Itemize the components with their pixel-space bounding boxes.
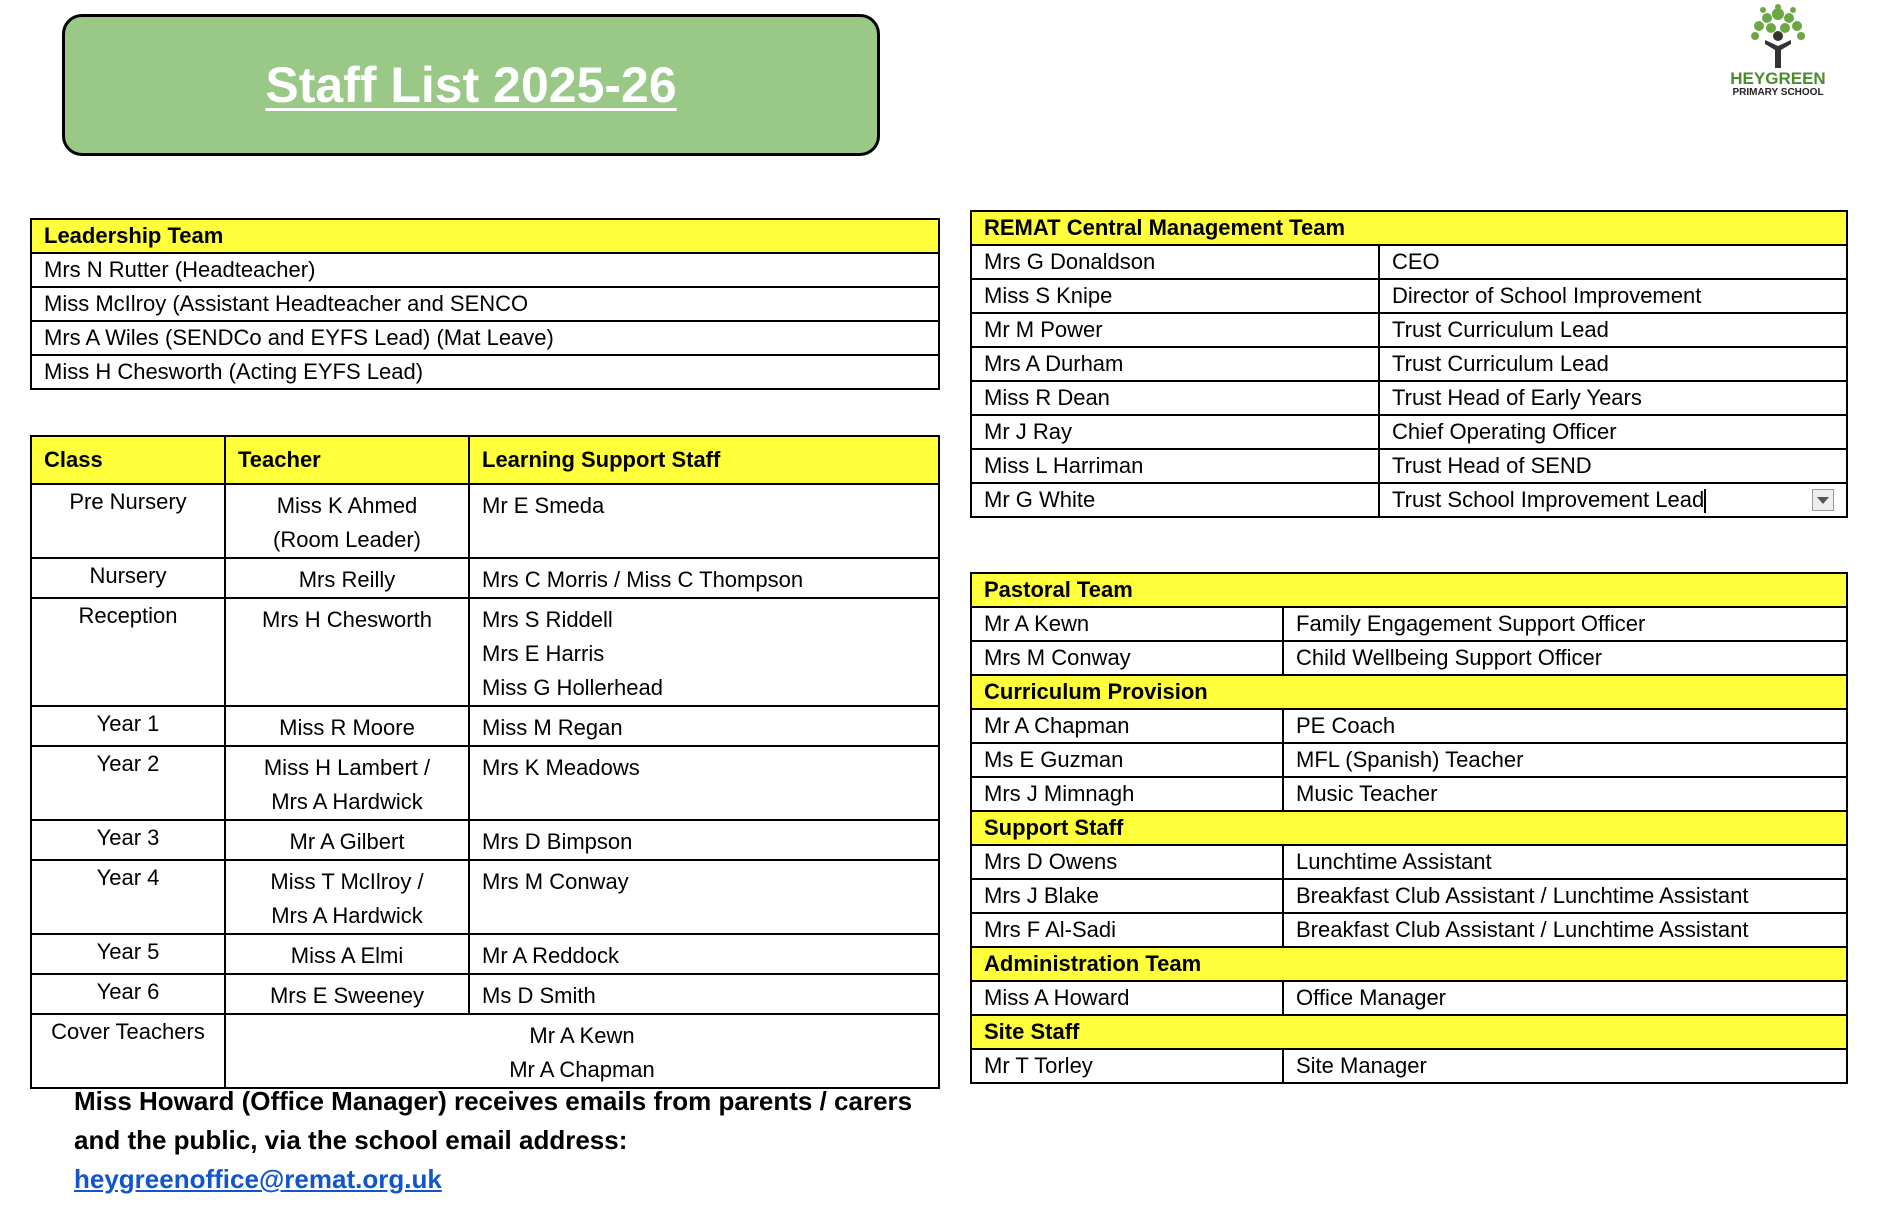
staff-name: Miss L Harriman <box>971 449 1379 483</box>
cover-teachers-names <box>225 1014 939 1088</box>
class-column-header: Class <box>31 436 225 484</box>
teacher-name: Mr A Gilbert <box>289 829 405 854</box>
staff-name: Ms E Guzman <box>971 743 1283 777</box>
teacher-name: Mrs H Chesworth <box>262 607 432 632</box>
support-cell <box>469 746 939 820</box>
staff-role <box>1379 313 1847 347</box>
class-name: Year 3 <box>31 820 225 860</box>
team-row <box>971 1049 1847 1083</box>
support-name: Miss G Hollerhead <box>482 675 663 700</box>
teacher-name: Mrs Reilly <box>298 567 396 592</box>
support-name: Miss M Regan <box>482 715 623 740</box>
teacher-name: (Room Leader) <box>273 527 421 552</box>
staff-name: Miss S Knipe <box>971 279 1379 313</box>
email-note <box>74 1082 934 1199</box>
school-logo <box>1718 4 1838 108</box>
team-header: Support Staff <box>971 811 1847 845</box>
leadership-row: Miss H Chesworth (Acting EYFS Lead) <box>31 355 939 389</box>
staff-name: Mrs F Al-Sadi <box>971 913 1283 947</box>
support-name: Mrs C Morris / Miss C Thompson <box>482 567 804 592</box>
class-name: Year 2 <box>31 746 225 820</box>
staff-role: Breakfast Club Assistant / Lunchtime Assistant <box>1283 879 1847 913</box>
teacher-name: Mrs A Hardwick <box>271 789 423 814</box>
staff-role-text: Trust Head of Early Years <box>1392 385 1642 410</box>
teacher-cell <box>225 974 469 1014</box>
staff-role <box>1379 483 1847 517</box>
leadership-row: Miss McIlroy (Assistant Headteacher and SENCO <box>31 287 939 321</box>
class-name: Reception <box>31 598 225 706</box>
remat-row <box>971 483 1847 517</box>
staff-role-text: Trust School Improvement Lead <box>1392 486 1705 512</box>
class-name: Nursery <box>31 558 225 598</box>
teacher-name: Miss R Moore <box>279 715 415 740</box>
leadership-table <box>30 218 940 390</box>
staff-role: Music Teacher <box>1283 777 1847 811</box>
teacher-cell <box>225 598 469 706</box>
cover-teacher: Mr A Kewn <box>529 1023 635 1048</box>
remat-row <box>971 279 1847 313</box>
staff-role: Lunchtime Assistant <box>1283 845 1847 879</box>
support-name: Mr E Smeda <box>482 493 605 518</box>
class-name: Year 6 <box>31 974 225 1014</box>
remat-header: REMAT Central Management Team <box>971 211 1847 245</box>
class-name: Year 1 <box>31 706 225 746</box>
staff-name: Mrs A Durham <box>971 347 1379 381</box>
support-cell <box>469 820 939 860</box>
page-title: Staff List 2025-26 <box>265 57 677 113</box>
class-row <box>31 558 939 598</box>
staff-name: Mrs G Donaldson <box>971 245 1379 279</box>
logo-name: HEYGREEN <box>1730 69 1826 88</box>
teams-table <box>970 572 1848 1084</box>
class-row <box>31 974 939 1014</box>
staff-name: Mr G White <box>971 483 1379 517</box>
staff-name: Miss A Howard <box>971 981 1283 1015</box>
teacher-name: Miss A Elmi <box>290 943 404 968</box>
tree-person-icon <box>1743 4 1813 68</box>
staff-role <box>1379 449 1847 483</box>
support-name: Mrs K Meadows <box>482 755 640 780</box>
cover-teacher: Mr A Chapman <box>509 1057 655 1082</box>
teacher-column-header: Teacher <box>225 436 469 484</box>
remat-row <box>971 415 1847 449</box>
support-name: Mrs D Bimpson <box>482 829 633 854</box>
remat-row <box>971 313 1847 347</box>
staff-role: Breakfast Club Assistant / Lunchtime Assistant <box>1283 913 1847 947</box>
support-name: Mrs M Conway <box>482 869 629 894</box>
class-row <box>31 706 939 746</box>
leadership-header: Leadership Team <box>31 219 939 253</box>
staff-role-text: Chief Operating Officer <box>1392 419 1617 444</box>
team-row <box>971 607 1847 641</box>
title-banner <box>62 14 880 156</box>
class-row <box>31 598 939 706</box>
support-cell <box>469 706 939 746</box>
staff-role <box>1379 279 1847 313</box>
staff-name: Miss R Dean <box>971 381 1379 415</box>
staff-role: PE Coach <box>1283 709 1847 743</box>
staff-name: Mrs J Mimnagh <box>971 777 1283 811</box>
text-cursor <box>1704 489 1706 513</box>
teacher-cell <box>225 558 469 598</box>
cover-teachers-label: Cover Teachers <box>31 1014 225 1088</box>
remat-row <box>971 347 1847 381</box>
team-header-row <box>971 675 1847 709</box>
team-row <box>971 641 1847 675</box>
school-email-link[interactable]: heygreenoffice@remat.org.uk <box>74 1164 442 1194</box>
staff-role-text: Trust Head of SEND <box>1392 453 1592 478</box>
support-name: Ms D Smith <box>482 983 596 1008</box>
support-cell <box>469 598 939 706</box>
support-column-header: Learning Support Staff <box>469 436 939 484</box>
support-name: Mrs E Harris <box>482 641 605 666</box>
class-name: Pre Nursery <box>31 484 225 558</box>
staff-name: Mr J Ray <box>971 415 1379 449</box>
team-header-row <box>971 811 1847 845</box>
staff-role-text: Trust Curriculum Lead <box>1392 351 1609 376</box>
team-header: Pastoral Team <box>971 573 1847 607</box>
staff-name: Mrs J Blake <box>971 879 1283 913</box>
teacher-name: Miss T McIlroy / <box>270 869 424 894</box>
teacher-name: Miss H Lambert / <box>263 755 431 780</box>
class-row <box>31 860 939 934</box>
remat-row <box>971 245 1847 279</box>
support-cell <box>469 558 939 598</box>
class-row <box>31 746 939 820</box>
teacher-cell <box>225 820 469 860</box>
staff-name: Mrs M Conway <box>971 641 1283 675</box>
teacher-cell <box>225 706 469 746</box>
team-header-row <box>971 1015 1847 1049</box>
email-note-text: Miss Howard (Office Manager) receives emails from parents / carers and the public, via the school email address: <box>74 1086 913 1155</box>
teacher-cell <box>225 934 469 974</box>
team-row <box>971 913 1847 947</box>
staff-name: Mr A Chapman <box>971 709 1283 743</box>
teacher-name: Mrs A Hardwick <box>271 903 423 928</box>
team-header-row <box>971 573 1847 607</box>
classes-table <box>30 435 940 1089</box>
staff-name: Mrs D Owens <box>971 845 1283 879</box>
class-row <box>31 820 939 860</box>
team-row <box>971 981 1847 1015</box>
leadership-row: Mrs N Rutter (Headteacher) <box>31 253 939 287</box>
support-cell <box>469 484 939 558</box>
class-name: Year 4 <box>31 860 225 934</box>
remat-row <box>971 449 1847 483</box>
support-name: Mrs S Riddell <box>482 607 613 632</box>
team-header: Curriculum Provision <box>971 675 1847 709</box>
team-row <box>971 845 1847 879</box>
remat-table <box>970 210 1848 518</box>
class-name: Year 5 <box>31 934 225 974</box>
support-cell <box>469 934 939 974</box>
support-name: Mr A Reddock <box>482 943 619 968</box>
staff-role: Family Engagement Support Officer <box>1283 607 1847 641</box>
staff-name: Mr M Power <box>971 313 1379 347</box>
support-cell <box>469 974 939 1014</box>
staff-role: Site Manager <box>1283 1049 1847 1083</box>
staff-role: MFL (Spanish) Teacher <box>1283 743 1847 777</box>
dropdown-arrow-icon[interactable] <box>1812 489 1834 511</box>
staff-role <box>1379 245 1847 279</box>
teacher-name: Mrs E Sweeney <box>269 983 425 1008</box>
leadership-row: Mrs A Wiles (SENDCo and EYFS Lead) (Mat Leave) <box>31 321 939 355</box>
support-cell <box>469 860 939 934</box>
teacher-name: Miss K Ahmed <box>276 493 418 518</box>
staff-role: Child Wellbeing Support Officer <box>1283 641 1847 675</box>
remat-row <box>971 381 1847 415</box>
staff-role <box>1379 381 1847 415</box>
team-row <box>971 709 1847 743</box>
staff-role-text: CEO <box>1392 249 1440 274</box>
logo-subtitle: PRIMARY SCHOOL <box>1732 87 1824 98</box>
team-header: Administration Team <box>971 947 1847 981</box>
team-row <box>971 879 1847 913</box>
staff-role: Office Manager <box>1283 981 1847 1015</box>
staff-name: Mr T Torley <box>971 1049 1283 1083</box>
team-header: Site Staff <box>971 1015 1847 1049</box>
class-row <box>31 934 939 974</box>
team-row <box>971 743 1847 777</box>
staff-role-text: Director of School Improvement <box>1392 283 1702 308</box>
staff-name: Mr A Kewn <box>971 607 1283 641</box>
staff-role <box>1379 415 1847 449</box>
staff-role <box>1379 347 1847 381</box>
teacher-cell <box>225 860 469 934</box>
team-row <box>971 777 1847 811</box>
team-header-row <box>971 947 1847 981</box>
class-row <box>31 484 939 558</box>
teacher-cell <box>225 484 469 558</box>
staff-role-text: Trust Curriculum Lead <box>1392 317 1609 342</box>
teacher-cell <box>225 746 469 820</box>
